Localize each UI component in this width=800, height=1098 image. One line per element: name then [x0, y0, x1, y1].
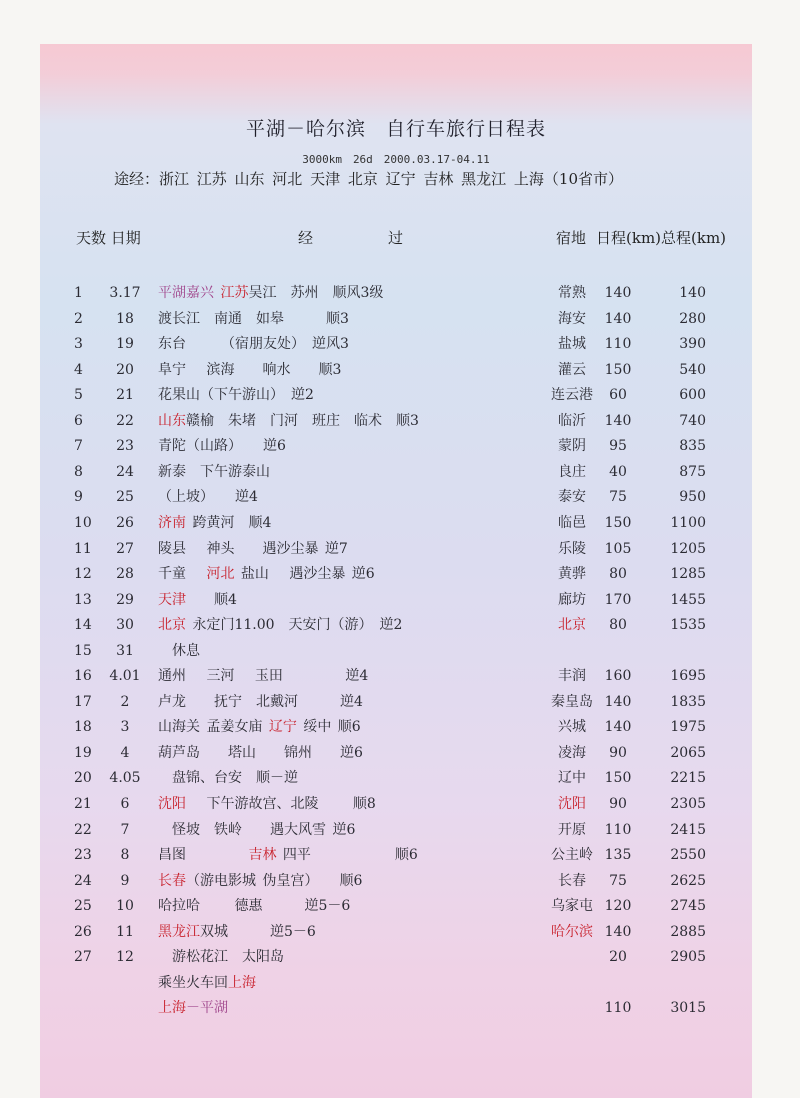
table-row [40, 871, 752, 896]
table-row [40, 794, 752, 819]
total-km-cell: 1975 [670, 719, 706, 736]
stay-cell: 北京 [558, 617, 586, 634]
stay-cell: 秦皇岛 [551, 693, 593, 710]
stay-cell: 开原 [558, 821, 586, 838]
via-text: 盐山 遇沙尘暴 逆6 [234, 566, 375, 583]
via-cell [158, 462, 270, 482]
table-row [40, 309, 752, 334]
via-text: 哈拉哈 德惠 逆5－6 [158, 898, 351, 915]
day-cell: 24 [74, 872, 92, 889]
stay-cell: 廊坊 [558, 591, 586, 608]
via-text: 赣榆 朱堵 门河 班庄 临术 顺3 [186, 412, 419, 429]
place-highlight: 吉林 [248, 847, 277, 864]
stay-cell: 常熟 [558, 285, 586, 301]
via-cell [158, 973, 256, 993]
date-cell: 30 [116, 617, 134, 634]
via-text: 陵县 神头 遇沙尘暴 逆7 [158, 540, 348, 557]
header-stay: 宿地 [556, 229, 587, 247]
via-cell [158, 717, 361, 737]
table-row [40, 896, 752, 921]
daily-km-cell: 170 [604, 591, 632, 608]
via-text: 怪坡 铁岭 遇大风雪 逆6 [158, 821, 356, 838]
via-text: 渡长江 南通 如皋 顺3 [158, 310, 349, 327]
via-text: 山海关 孟姜女庙 [158, 719, 269, 736]
day-cell: 23 [74, 847, 92, 864]
stay-cell: 兴城 [558, 719, 586, 736]
via-cell [158, 641, 200, 661]
itinerary-sheet [40, 44, 752, 1098]
daily-km-cell: 75 [609, 489, 627, 506]
date-cell: 26 [116, 514, 134, 531]
via-cell [158, 666, 368, 686]
via-cell [158, 768, 298, 788]
date-cell: 19 [116, 336, 134, 353]
stay-cell: 海安 [558, 310, 586, 327]
place-highlight: 北京 [158, 617, 186, 634]
daily-km-cell: 90 [609, 744, 627, 761]
table-row [40, 947, 752, 972]
date-cell: 3.17 [109, 285, 141, 301]
total-km-cell: 2550 [670, 847, 706, 864]
day-cell: 22 [74, 821, 92, 838]
total-km-cell: 2415 [670, 821, 706, 838]
via-text: 双城 逆5－6 [200, 923, 316, 940]
table-row [40, 922, 752, 947]
date-cell: 29 [116, 591, 134, 608]
date-cell: 2 [120, 693, 130, 710]
total-km-cell: 390 [679, 336, 706, 353]
stay-cell: 盐城 [558, 336, 586, 353]
daily-km-cell: 160 [604, 668, 632, 685]
daily-km-cell: 140 [604, 412, 632, 429]
day-cell: 1 [74, 285, 83, 301]
date-cell: 24 [116, 463, 134, 480]
daily-km-cell: 80 [609, 617, 627, 634]
day-cell: 10 [74, 514, 92, 531]
total-km-cell: 2305 [670, 796, 706, 812]
stay-cell: 灌云 [558, 361, 586, 378]
date-cell: 28 [116, 566, 134, 583]
total-km-cell: 540 [679, 361, 706, 378]
daily-km-cell: 140 [604, 310, 632, 327]
daily-km-cell: 110 [604, 1000, 632, 1017]
via-cell [158, 564, 375, 584]
via-text: 卢龙 抚宁 北戴河 逆4 [158, 693, 363, 710]
via-cell [158, 947, 284, 967]
table-row [40, 385, 752, 410]
via-text: 盘锦、台安 顺－逆 [158, 770, 298, 787]
via-text: 吴江 苏州 顺风3级 [248, 285, 384, 301]
date-cell: 11 [116, 923, 134, 940]
stay-cell: 良庄 [558, 463, 586, 480]
date-cell: 6 [120, 796, 130, 812]
stay-cell: 丰润 [558, 668, 586, 685]
via-cell [158, 411, 419, 431]
place-highlight: 长春 [158, 872, 186, 889]
stay-cell: 蒙阴 [558, 438, 586, 455]
via-cell [158, 820, 355, 840]
place-highlight: 辽宁 [268, 719, 297, 736]
stay-cell: 黄骅 [558, 566, 586, 583]
day-cell: 17 [74, 693, 92, 710]
table-row [40, 360, 752, 385]
stay-cell: 沈阳 [558, 796, 586, 812]
page-title: 平湖－哈尔滨 自行车旅行日程表 [245, 118, 546, 140]
via-text: 东台 （宿朋友处） 逆风3 [158, 336, 349, 353]
via-cell [158, 922, 316, 942]
total-km-cell: 2625 [670, 872, 706, 889]
date-cell: 4.01 [109, 668, 141, 685]
total-km-cell: 140 [679, 285, 706, 301]
day-cell: 12 [74, 566, 92, 583]
date-cell: 23 [116, 438, 134, 455]
daily-km-cell: 110 [604, 336, 632, 353]
table-row [40, 615, 752, 640]
daily-km-cell: 150 [604, 514, 632, 531]
trip-summary: 3000km 26d 2000.03.17-04.11 [302, 153, 490, 166]
via-text: 通州 三河 玉田 逆4 [158, 668, 369, 685]
total-km-cell: 1455 [670, 591, 706, 608]
place-highlight: 上海 [228, 974, 256, 991]
stay-cell: 凌海 [558, 744, 586, 761]
total-km-cell: 600 [679, 387, 706, 404]
table-row [40, 998, 752, 1023]
via-text: （游电影城 伪皇宫） 顺6 [186, 872, 363, 889]
total-km-cell: 1100 [670, 514, 706, 531]
day-cell: 14 [74, 617, 92, 634]
total-km-cell: 1835 [670, 693, 706, 710]
day-cell: 18 [74, 719, 92, 736]
date-cell: 21 [116, 387, 134, 404]
total-km-cell: 835 [679, 438, 706, 455]
total-km-cell: 1205 [670, 540, 706, 557]
table-row [40, 641, 752, 666]
stay-cell: 长春 [558, 872, 586, 889]
day-cell: 26 [74, 923, 92, 940]
stay-cell: 临邑 [558, 514, 586, 531]
daily-km-cell: 140 [604, 285, 632, 301]
place-highlight: 沈阳 [158, 796, 186, 812]
date-cell: 25 [116, 489, 134, 506]
place-highlight: 江苏 [220, 285, 249, 301]
via-text: 跨黄河 顺4 [186, 514, 272, 531]
via-cell [158, 615, 402, 635]
daily-km-cell: 140 [604, 693, 632, 710]
day-cell: 25 [74, 898, 92, 915]
stay-cell: 公主岭 [551, 847, 593, 864]
date-cell: 18 [116, 310, 134, 327]
total-km-cell: 2065 [670, 744, 706, 761]
stay-cell: 乐陵 [558, 540, 586, 557]
daily-km-cell: 95 [609, 438, 627, 455]
day-cell: 2 [74, 310, 83, 327]
via-cell [158, 283, 383, 303]
via-text: 永定门11.00 天安门（游） 逆2 [186, 617, 403, 634]
stay-cell: 乌家屯 [551, 898, 593, 915]
via-cell [158, 896, 350, 916]
daily-km-cell: 120 [604, 898, 632, 915]
date-cell: 4.05 [109, 770, 141, 787]
via-text: 顺4 [186, 591, 237, 608]
place-highlight: 山东 [158, 412, 186, 429]
place-highlight: 天津 [158, 591, 186, 608]
day-cell: 16 [74, 668, 92, 685]
via-text: 昌图 [158, 847, 249, 864]
day-cell: 7 [74, 438, 83, 455]
table-row [40, 666, 752, 691]
header-daily-total: 日程(km)总程(km) [596, 229, 727, 247]
table-row [40, 539, 752, 564]
via-cell [158, 794, 376, 814]
place-highlight: 平湖嘉兴 [158, 285, 221, 301]
header-day-date: 天数 日期 [76, 229, 141, 247]
via-cell [158, 692, 363, 712]
daily-km-cell: 40 [609, 463, 627, 480]
table-row [40, 973, 752, 998]
day-cell: 6 [74, 412, 83, 429]
table-row [40, 513, 752, 538]
date-cell: 8 [120, 847, 130, 864]
total-km-cell: 2905 [670, 949, 706, 966]
via-cell [158, 871, 362, 891]
via-text: 阜宁 滨海 响水 顺3 [158, 361, 342, 378]
daily-km-cell: 20 [609, 949, 627, 966]
via-text: 游松花江 太阳岛 [158, 949, 284, 966]
stay-cell: 哈尔滨 [551, 923, 593, 940]
via-cell [158, 487, 258, 507]
table-row [40, 768, 752, 793]
day-cell: 4 [74, 361, 83, 378]
table-row [40, 564, 752, 589]
via-cell [158, 385, 314, 405]
daily-km-cell: 105 [604, 540, 632, 557]
day-cell: 8 [74, 463, 83, 480]
daily-km-cell: 80 [609, 566, 627, 583]
table-row [40, 334, 752, 359]
via-text: 花果山（下午游山） 逆2 [158, 387, 314, 404]
table-row [40, 462, 752, 487]
via-text: 新泰 下午游泰山 [158, 463, 270, 480]
stay-cell: 连云港 [551, 387, 593, 404]
table-row [40, 590, 752, 615]
via-text: （上坡） 逆4 [158, 489, 258, 506]
via-text: 乘坐火车回 [158, 974, 228, 991]
daily-km-cell: 135 [604, 847, 632, 864]
via-text: 休息 [158, 642, 200, 659]
total-km-cell: 2745 [670, 898, 706, 915]
total-km-cell: 740 [679, 412, 706, 429]
daily-km-cell: 150 [604, 361, 632, 378]
date-cell: 9 [120, 872, 130, 889]
daily-km-cell: 140 [604, 923, 632, 940]
via-cell [158, 845, 418, 865]
day-cell: 11 [74, 540, 92, 557]
daily-km-cell: 150 [604, 770, 632, 787]
table-row [40, 692, 752, 717]
via-text: 千童 [158, 566, 207, 583]
day-cell: 20 [74, 770, 92, 787]
via-cell [158, 743, 363, 763]
route-provinces: 途经：浙江 江苏 山东 河北 天津 北京 辽宁 吉林 黑龙江 上海（10省市） [114, 170, 624, 188]
header-via: 经 过 [298, 229, 404, 247]
via-text: 下午游故宫、北陵 顺8 [186, 796, 376, 812]
day-cell: 27 [74, 949, 92, 966]
day-cell: 19 [74, 744, 92, 761]
table-row [40, 717, 752, 742]
total-km-cell: 875 [679, 463, 706, 480]
via-cell [158, 539, 348, 559]
table-row [40, 283, 752, 308]
stay-cell: 泰安 [558, 489, 586, 506]
via-text: 绥中 顺6 [296, 719, 361, 736]
day-cell: 13 [74, 591, 92, 608]
table-row [40, 845, 752, 870]
place-highlight: －平湖 [186, 1000, 228, 1017]
date-cell: 4 [120, 744, 130, 761]
date-cell: 3 [120, 719, 130, 736]
day-cell: 9 [74, 489, 83, 506]
total-km-cell: 1695 [670, 668, 706, 685]
total-km-cell: 1285 [670, 566, 706, 583]
daily-km-cell: 140 [604, 719, 632, 736]
daily-km-cell: 90 [609, 796, 627, 812]
table-row [40, 411, 752, 436]
day-cell: 21 [74, 796, 92, 812]
daily-km-cell: 110 [604, 821, 632, 838]
place-highlight: 黑龙江 [158, 923, 200, 940]
daily-km-cell: 60 [609, 387, 627, 404]
via-text: 葫芦岛 塔山 锦州 逆6 [158, 744, 363, 761]
total-km-cell: 280 [679, 310, 706, 327]
date-cell: 31 [116, 642, 134, 659]
daily-km-cell: 75 [609, 872, 627, 889]
via-text: 四平 顺6 [276, 847, 418, 864]
via-cell [158, 334, 349, 354]
via-cell [158, 309, 349, 329]
via-cell [158, 590, 237, 610]
date-cell: 7 [120, 821, 130, 838]
total-km-cell: 2215 [670, 770, 706, 787]
via-cell [158, 360, 341, 380]
day-cell: 15 [74, 642, 92, 659]
day-cell: 3 [74, 336, 83, 353]
place-highlight: 河北 [206, 566, 235, 583]
date-cell: 20 [116, 361, 134, 378]
place-highlight: 济南 [158, 514, 186, 531]
table-row [40, 820, 752, 845]
via-cell [158, 436, 286, 456]
table-row [40, 436, 752, 461]
via-cell [158, 998, 228, 1018]
table-row [40, 743, 752, 768]
stay-cell: 临沂 [558, 412, 586, 429]
date-cell: 12 [116, 949, 134, 966]
date-cell: 27 [116, 540, 134, 557]
table-row [40, 487, 752, 512]
total-km-cell: 1535 [670, 617, 706, 634]
stay-cell: 辽中 [558, 770, 586, 787]
date-cell: 22 [116, 412, 134, 429]
day-cell: 5 [74, 387, 83, 404]
via-text: 青陀（山路） 逆6 [158, 438, 286, 455]
total-km-cell: 3015 [670, 1000, 706, 1017]
place-highlight: 上海 [158, 1000, 186, 1017]
via-cell [158, 513, 271, 533]
total-km-cell: 950 [679, 489, 706, 506]
date-cell: 10 [116, 898, 134, 915]
total-km-cell: 2885 [670, 923, 706, 940]
